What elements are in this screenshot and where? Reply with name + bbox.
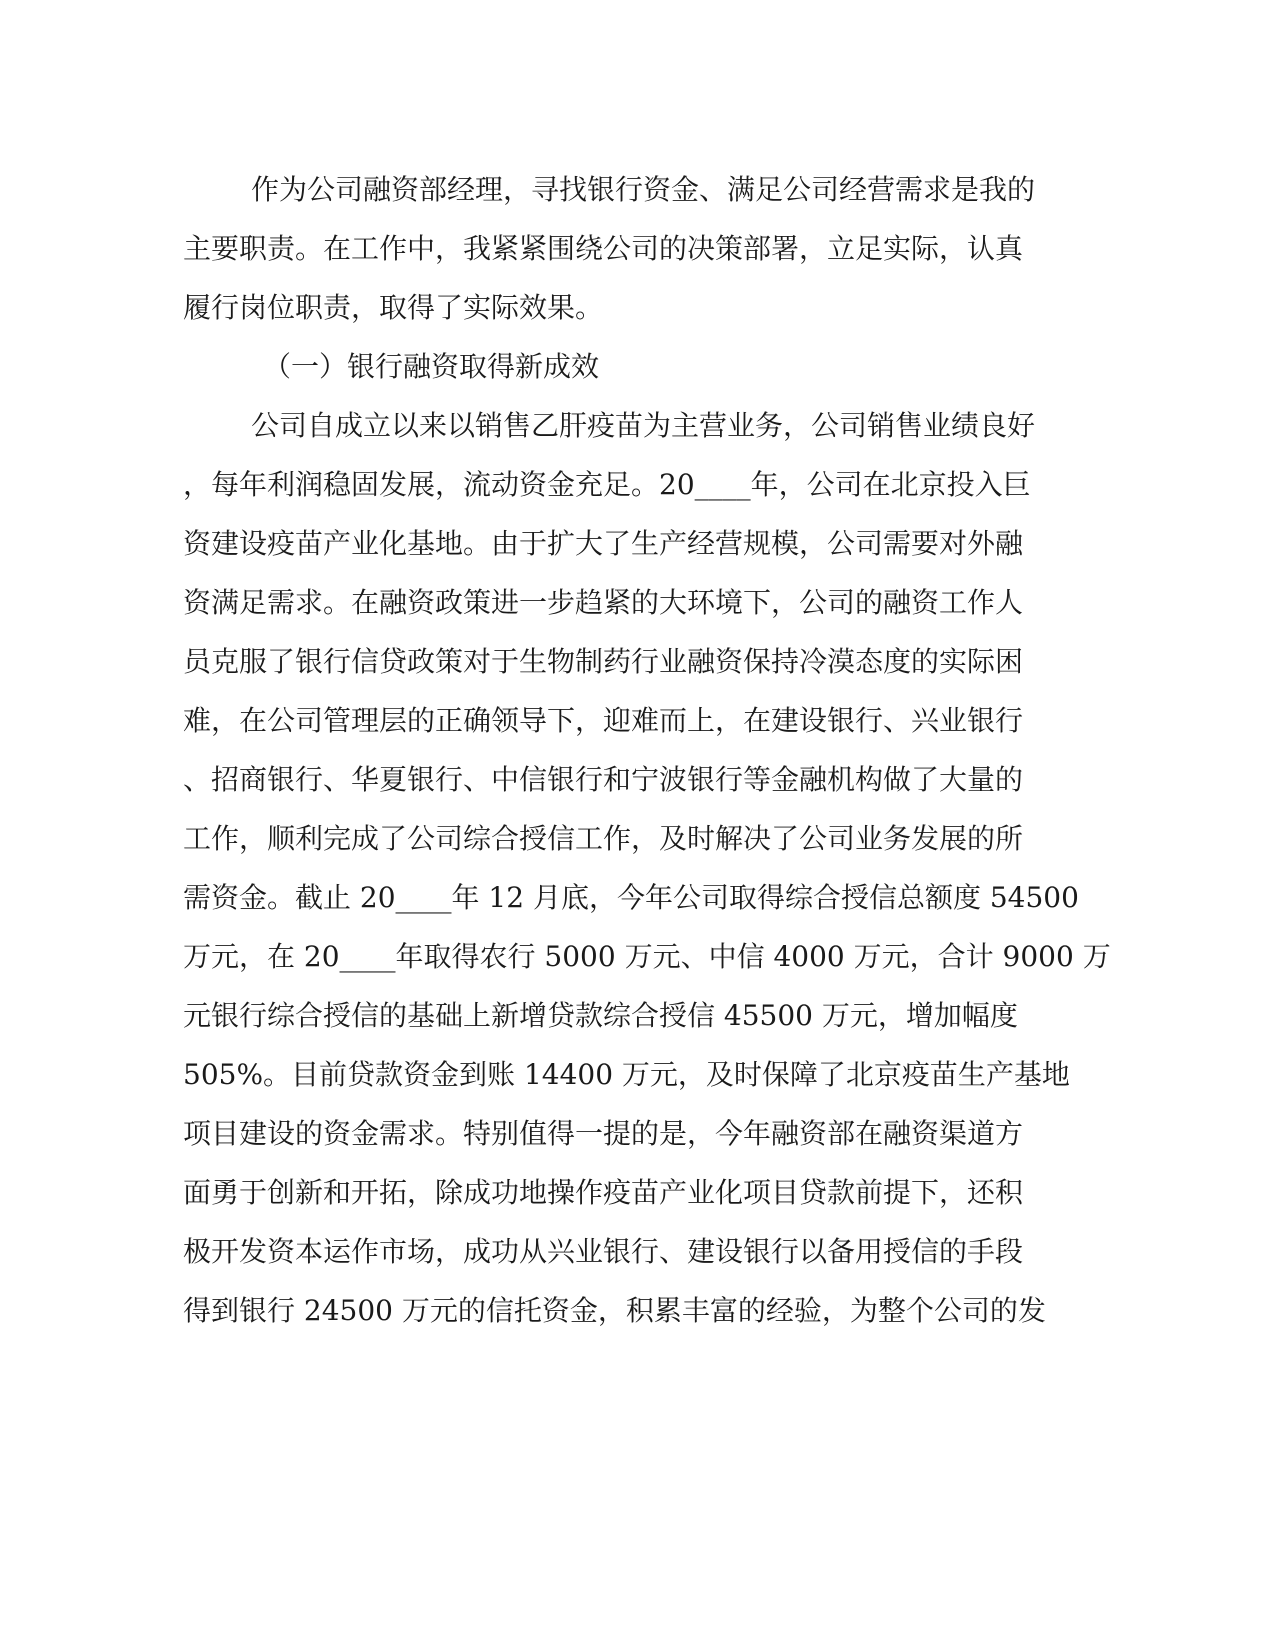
paragraph-2-line-5: 员克服了银行信贷政策对于生物制药行业融资保持冷漠态度的实际困 [183, 645, 1024, 678]
paragraph-1-line-2: 主要职责。在工作中，我紧紧围绕公司的决策部署，立足实际，认真 [183, 232, 1024, 265]
paragraph-1-line-3: 履行岗位职责，取得了实际效果。 [183, 291, 604, 324]
paragraph-2-line-3: 资建设疫苗产业化基地。由于扩大了生产经营规模，公司需要对外融 [183, 527, 1024, 560]
paragraph-2-line-4: 资满足需求。在融资政策进一步趋紧的大环境下，公司的融资工作人 [183, 586, 1024, 619]
paragraph-2-line-8: 工作，顺利完成了公司综合授信工作，及时解决了公司业务发展的所 [183, 822, 1024, 855]
section-heading: （一）银行融资取得新成效 [263, 350, 600, 383]
paragraph-2-line-11: 元银行综合授信的基础上新增贷款综合授信 45500 万元，增加幅度 [183, 999, 1018, 1032]
paragraph-2-line-14: 面勇于创新和开拓，除成功地操作疫苗产业化项目贷款前提下，还积 [183, 1176, 1024, 1209]
document-body [183, 160, 1111, 1340]
paragraph-2-line-7: 、招商银行、华夏银行、中信银行和宁波银行等金融机构做了大量的 [183, 763, 1024, 796]
paragraph-1-line-1: 作为公司融资部经理，寻找银行资金、满足公司经营需求是我的 [251, 173, 1036, 206]
paragraph-2-line-2: ，每年利润稳固发展，流动资金充足。20____年，公司在北京投入巨 [183, 468, 1031, 501]
paragraph-2-line-10: 万元，在 20____年取得农行 5000 万元、中信 4000 万元，合计 9000 万 [183, 940, 1111, 973]
paragraph-2-line-9: 需资金。截止 20____年 12 月底，今年公司取得综合授信总额度 54500 [183, 881, 1079, 914]
paragraph-2-line-1: 公司自成立以来以销售乙肝疫苗为主营业务，公司销售业绩良好 [251, 409, 1036, 442]
paragraph-2-line-13: 项目建设的资金需求。特别值得一提的是，今年融资部在融资渠道方 [183, 1117, 1024, 1150]
paragraph-2-line-6: 难，在公司管理层的正确领导下，迎难而上，在建设银行、兴业银行 [183, 704, 1024, 737]
paragraph-2-line-12: 505%。目前贷款资金到账 14400 万元，及时保障了北京疫苗生产基地 [183, 1058, 1070, 1091]
paragraph-2-line-15: 极开发资本运作市场，成功从兴业银行、建设银行以备用授信的手段 [183, 1235, 1024, 1268]
paragraph-2-line-16: 得到银行 24500 万元的信托资金，积累丰富的经验，为整个公司的发 [183, 1294, 1046, 1327]
